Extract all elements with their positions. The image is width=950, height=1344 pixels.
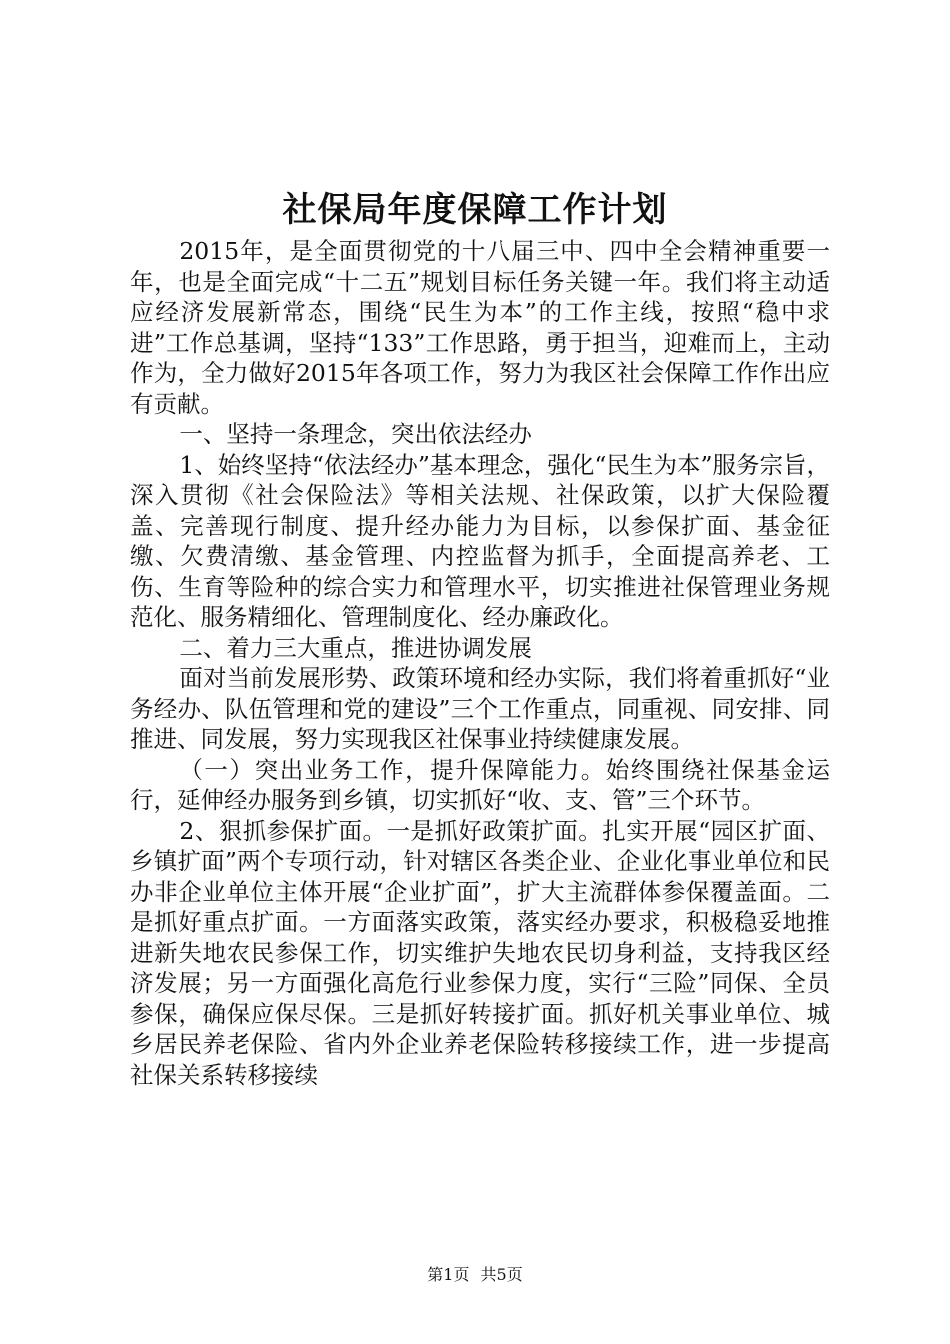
paragraph-focus: 面对当前发展形势、政策环境和经办实际，我们将着重抓好“业务经办、队伍管理和党的建设”三个工作重点，同重视、同安排、同推进、同发展，努力实现我区社保事业持续健康发展。 [130,664,830,753]
document-title: 社保局年度保障工作计划 [282,190,668,230]
document-body [130,236,830,1090]
page-number: 第1页 [427,1265,470,1284]
section-heading-1: 一、坚持一条理念，突出依法经办 [179,420,532,448]
section-heading-2: 二、着力三大重点，推进协调发展 [179,633,532,662]
page-total: 共5页 [480,1265,523,1284]
paragraph-item-2: 2、狠抓参保扩面。一是抓好政策扩面。扎实开展“园区扩面、乡镇扩面”两个专项行动，针对辖区各类企业、企业化事业单位和民办非企业单位主体开展“企业扩面”，扩大主流群体参保覆盖面。二是抓好重点扩面。一方面落实政策，落实经办要求，积极稳妥地推进新失地农民参保工作，切实维护失地农民切身利益，支持我区经济发展；另一方面强化高危行业参保力度，实行“三险”同保、全员参保，确保应保尽保。三是抓好转接扩面。抓好机关事业单位、城乡居民养老保险、省内外企业养老保险转移接续工作，进一步提高社保关系转移接续 [130,816,830,1089]
subsection-heading-1: （一）突出业务工作，提升保障能力。始终围绕社保基金运行，延伸经办服务到乡镇，切实抓好“收、支、管”三个环节。 [130,755,830,814]
paragraph-item-1: 1、始终坚持“依法经办”基本理念，强化“民生为本”服务宗旨，深入贯彻《社会保险法》等相关法规、社保政策，以扩大保险覆盖、完善现行制度、提升经办能力为目标，以参保扩面、基金征缴、欠费清缴、基金管理、内控监督为抓手，全面提高养老、工伤、生育等险种的综合实力和管理水平，切实推进社保管理业务规范化、服务精细化、管理制度化、经办廉政化。 [130,450,830,631]
paragraph-intro: 2015年，是全面贯彻党的十八届三中、四中全会精神重要一年，也是全面完成“十二五”规划目标任务关键一年。我们将主动适应经济发展新常态，围绕“民生为本”的工作主线，按照“稳中求进”工作总基调，坚持“133”工作思路，勇于担当，迎难而上，主动作为，全力做好2015年各项工作，努力为我区社会保障工作作出应有贡献。 [130,237,830,418]
page-footer [0,1264,950,1286]
